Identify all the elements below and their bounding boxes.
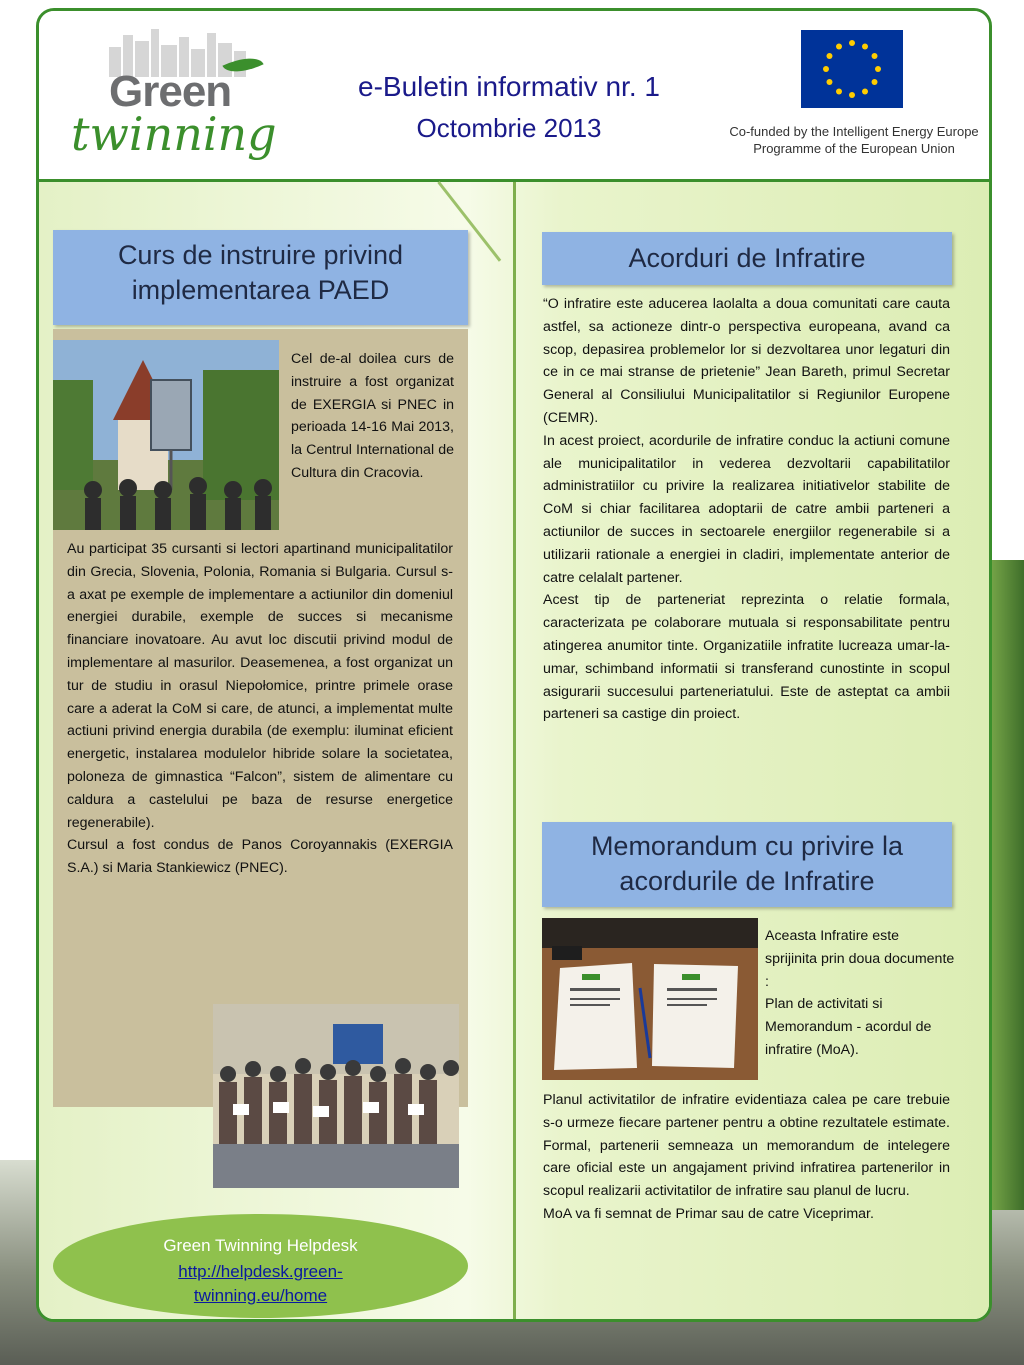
eu-star-icon: [872, 79, 878, 85]
eu-note-line1: Co-funded by the Intelligent Energy Europe: [729, 124, 979, 139]
eu-star-icon: [826, 53, 832, 59]
right-paragraph-6: Planul activitatilor de infratire evidentiaza calea pe care trebuie s-o urmeze fiecare partener pentru a obtine rezultatele estimate. Formal, partenerii semneaza un memorandum de intelegere care oficial este un angajament privind infratirea partenerilor in scopul realizarii activitatilor de infratire sau planul de lucru.: [543, 1092, 950, 1200]
left-body-paragraph-1: Au participat 35 cursanti si lectori apartinand municipalitatilor din Grecia, Slovenia, Polonia, Romania si Bulgaria. Cursul s-a axat pe exemple de implementare a actiunilor din domeniul energiei durabile, exemple de succes si mecanisme financiare inovatoare. Au avut loc discutii privind modul de implementare al masurilor. Deasemenea, a fost organizat un tur de studiu in orasul Niepołomice, printre primele orase care a aderat la CoM si care, de atunci, a implementat multe actiuni privind energia durabila (de exemplu: iluminat eficient energetic, instalarea modulelor hibride solare la societatea, poloneza de gimnastica “Falcon”, sistem de alimentare cu caldura a castelului pe baza de resurse energetice regenerabile).: [67, 541, 453, 831]
helpdesk-label: Green Twinning Helpdesk: [163, 1236, 358, 1255]
left-heading-text: Curs de instruire privind implementarea PAED: [117, 240, 404, 305]
logo-word-green: Green: [109, 67, 232, 116]
photo-group-participants: [213, 1004, 459, 1188]
helpdesk-banner: [53, 1214, 468, 1318]
right-heading-2: [542, 822, 952, 907]
right-heading-1-text: Acorduri de Infratire: [628, 243, 866, 273]
helpdesk-link[interactable]: http://helpdesk.green-twinning.eu/home: [178, 1262, 343, 1305]
header: [39, 11, 989, 182]
right-memorandum-text: [543, 1089, 950, 1226]
eu-cofunding-note: [719, 123, 989, 157]
left-body-paragraph-2: Cursul a fost condus de Panos Coroyannakis (EXERGIA S.A.) si Maria Stankiewicz (PNEC).: [67, 837, 453, 877]
photo-training-building: [53, 340, 279, 530]
right-paragraph-5: Plan de activitati si Memorandum - acordul de infratire (MoA).: [765, 996, 932, 1058]
photo-agreement-documents: [542, 918, 758, 1080]
column-divider: [513, 182, 516, 1319]
right-heading-2-text: Memorandum cu privire la acordurile de Infratire: [590, 831, 904, 896]
eu-star-icon: [872, 53, 878, 59]
eu-flag-icon: [801, 30, 903, 108]
right-paragraph-1: “O infratire este aducerea laolalta a doua comunitati care cauta astfel, sa actioneze dintr-o perspectiva europeana, avand ca scop, depasirea problemelor lor si dezvoltarea unor legaturi din ce in ce mai stranse de prietenie” Jean Bareth, primul Secretar General al Consiliului Municipalitatilor si Regiunilor Europene (CEMR).: [543, 296, 950, 426]
green-twinning-logo: [69, 27, 279, 167]
left-heading: [53, 230, 468, 325]
eu-star-icon: [849, 40, 855, 46]
bulletin-title: e-Buletin informativ nr. 1: [358, 71, 660, 102]
bulletin-date: Octombrie 2013: [416, 113, 602, 143]
right-heading-1: [542, 232, 952, 285]
right-paragraph-7: MoA va fi semnat de Primar sau de catre Viceprimar.: [543, 1205, 874, 1222]
eu-star-icon: [836, 43, 842, 49]
eu-star-icon: [862, 89, 868, 95]
eu-star-icon: [875, 66, 881, 72]
newsletter-frame: [36, 8, 992, 1322]
left-intro-paragraph: Cel de-al doilea curs de instruire a fost organizat de EXERGIA si PNEC in perioada 14-16 Mai 2013, la Centrul International de Cultura din Cracovia.: [291, 351, 454, 481]
eu-star-icon: [823, 66, 829, 72]
right-twinning-text: [543, 293, 950, 726]
logo-word-twinning: twinning: [71, 107, 277, 161]
left-intro-text: [291, 348, 454, 485]
eu-star-icon: [849, 92, 855, 98]
left-body-text: [67, 538, 453, 880]
eu-star-icon: [826, 79, 832, 85]
right-paragraph-2: In acest proiect, acordurile de infratire conduc la actiuni comune ale municipalitatilor in vederea dezvoltarii capabilitatilor administratiilor cu privire la realizarea initiativelor stabilite de CoM si chiar facilitarea adoptarii de catre ambii parteneri a actiunilor de succes in sectoarele energiilor regenerabile si a utilizarii rationale a energiei in cladiri, implementate anterior de catre celalalt partener.: [543, 432, 950, 586]
right-memorandum-intro: [765, 925, 955, 1062]
right-paragraph-4: Aceasta Infratire este sprijinita prin doua documente :: [765, 928, 955, 990]
eu-note-line2: Programme of the European Union: [753, 141, 955, 156]
right-paragraph-3: Acest tip de parteneriat reprezinta o relatie formala, caracterizata pe colaborare mutuala si responsabilitate pentru atingerea anumitor tinte. Organizatiile infratite lucreaza umar-la-umar, schimband informatii si transferand cunostinte in scopul asigurarii succesului parteneriatului. Este de asteptat ca ambii parteneri sa castige din proiect.: [543, 592, 950, 723]
content-area: [39, 182, 989, 1319]
eu-star-icon: [836, 89, 842, 95]
eu-star-icon: [862, 43, 868, 49]
